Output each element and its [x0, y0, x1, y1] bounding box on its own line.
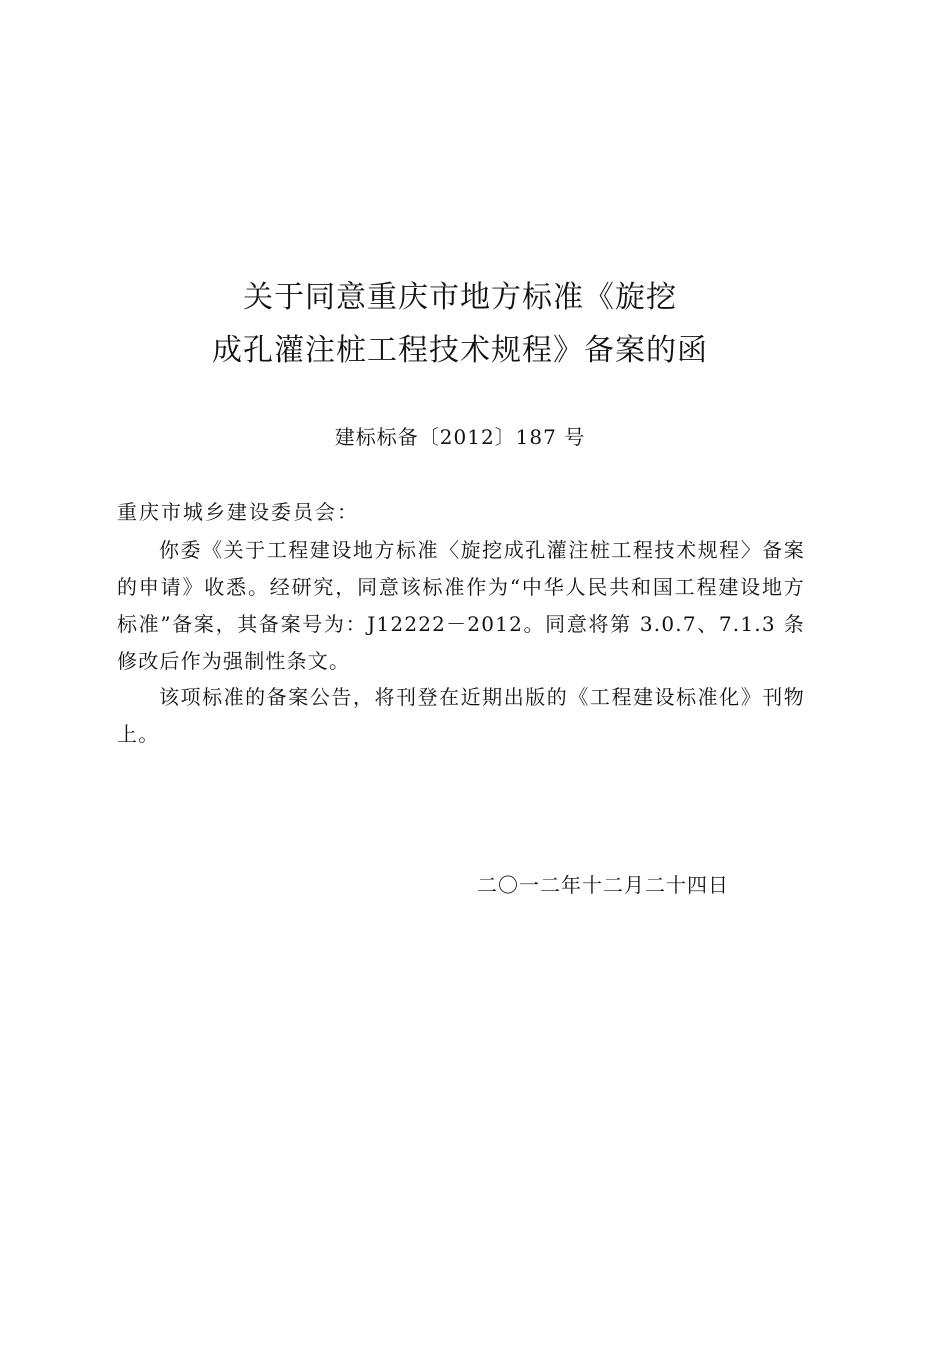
- document-date: 二〇一二年十二月二十四日: [477, 873, 729, 897]
- body-paragraph-1: 你委《关于工程建设地方标准〈旋挖成孔灌注桩工程技术规程〉备案的申请》收悉。经研究，同意该标准作为“中华人民共和国工程建设地方标准”备案，其备案号为：J12222－2012。同意将第 3.0.7、7.1.3 条修改后作为强制性条文。: [117, 538, 805, 673]
- document-title-line-2: 成孔灌注桩工程技术规程》备案的函: [212, 333, 708, 368]
- body-paragraph-2: 该项标准的备案公告，将刊登在近期出版的《工程建设标准化》刊物上。: [117, 685, 805, 746]
- document-title-line-1: 关于同意重庆市地方标准《旋挖: [243, 280, 677, 315]
- document-number: 建标标备〔2012〕187 号: [334, 425, 586, 449]
- addressee: 重庆市城乡建设委员会：: [117, 500, 359, 524]
